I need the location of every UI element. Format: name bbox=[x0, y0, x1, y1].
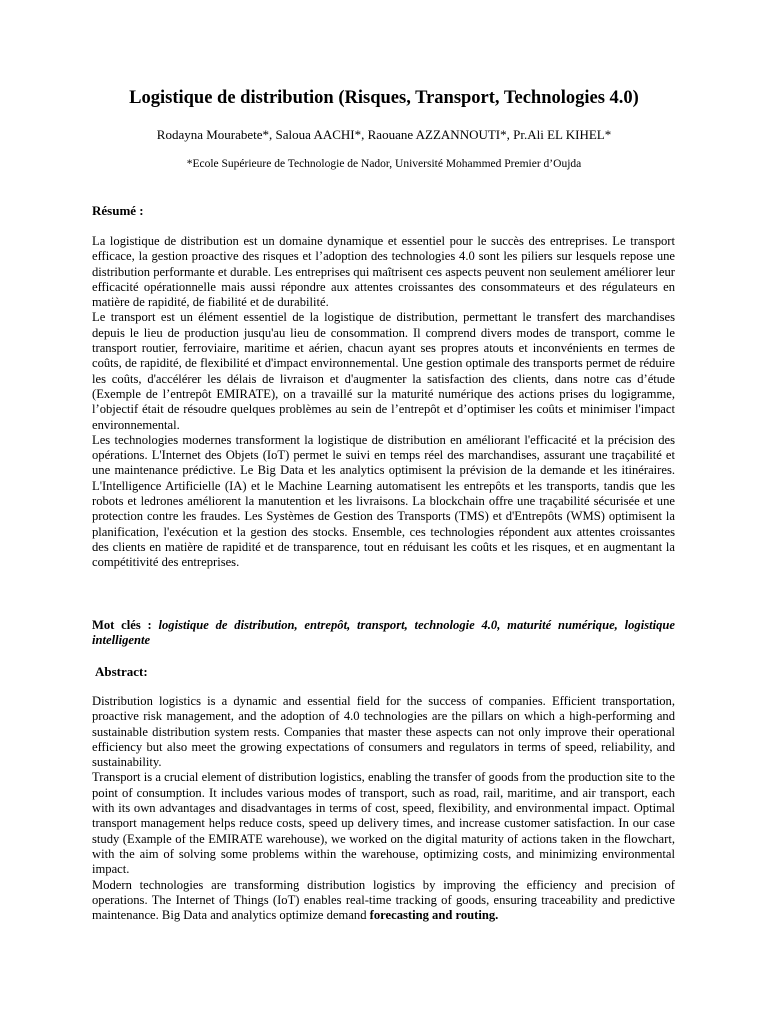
abstract-last-bold: forecasting and routing. bbox=[369, 908, 499, 923]
abstract-heading: Abstract: bbox=[95, 664, 148, 679]
keywords-label: Mot clés : bbox=[92, 618, 159, 632]
keywords-block bbox=[92, 618, 675, 649]
affiliation: *Ecole Supérieure de Technologie de Nador, Université Mohammed Premier d’Oujda bbox=[186, 158, 582, 170]
resume-paragraph: Les technologies modernes transforment la logistique de distribution en améliorant l'efficacité et la précision des opérations. L'Internet des Objets (IoT) permet le suivi en temps réel des marchandises, assurant une traçabilité et une maintenance prédictive. Le Big Data et les analytics optimisent la prévision de la demande et les itinéraires. L'Intelligence Artificielle (IA) et le Machine Learning automatisent les entrepôts et les transports, tandis que les robots et ledrones améliorent la manutention et les livraisons. La blockchain offre une traçabilité sécurisée et une protection contre les fraudes. Les Systèmes de Gestion des Transports (TMS) et d'Entrepôts (WMS) optimisent la planification, l'exécution et la gestion des stocks. Ensemble, ces technologies répondent aux attentes croissantes des clients en matière de rapidité et de transparence, tout en réduisant les coûts et les risques, et en augmentant la compétitivité des entreprises. bbox=[92, 432, 675, 570]
abstract-last-text: Modern technologies are transforming distribution logistics by improving the efficiency and precision of operations. The Internet of Things (IoT) enables real-time tracking of goods, ensuring traceability and predictive maintenance. Big Data and analytics optimize demand bbox=[92, 877, 675, 923]
abstract-paragraph-last bbox=[92, 878, 675, 924]
resume-paragraph: Le transport est un élément essentiel de la logistique de distribution, permettant le transfert des marchandises depuis le lieu de production jusqu'au lieu de consommation. Il comprend divers modes de transport, comme le transport routier, ferroviaire, maritime et aérien, chacun ayant ses propres atouts et inconvénients en termes de coûts, de rapidité, de flexibilité et d'impact environnemental. Une gestion optimale des transports permet de réduire les coûts, d'accélérer les délais de livraison et d'augmenter la satisfaction des clients, dans notre cas d’étude (Exemple de l’entrepôt EMIRATE), on a travaillé sur la maturité numérique des actions prises du logigramme, l’objectif était de résoudre quelques problèmes au sein de l’entrepôt et d’optimiser les coûts et minimiser l'impact environnemental. bbox=[92, 310, 675, 432]
abstract-body bbox=[92, 694, 675, 923]
resume-paragraph: La logistique de distribution est un domaine dynamique et essentiel pour le succès des entreprises. Le transport efficace, la gestion proactive des risques et l’adoption des technologies 4.0 sont les piliers sur lesquels repose une distribution performante et durable. Les entreprises qui maîtrisent ces aspects peuvent non seulement améliorer leur efficacité opérationnelle mais aussi répondre aux attentes croissantes des consommateurs et des régulateurs en matière de rapidité, de fiabilité et de durabilité. bbox=[92, 234, 675, 310]
resume-body bbox=[92, 234, 675, 571]
author-list: Rodayna Mourabete*, Saloua AACHI*, Raouane AZZANNOUTI*, Pr.Ali EL KIHEL* bbox=[156, 127, 612, 142]
resume-heading: Résumé : bbox=[92, 203, 144, 218]
paper-title: Logistique de distribution (Risques, Transport, Technologies 4.0) bbox=[129, 88, 639, 108]
abstract-paragraph: Transport is a crucial element of distribution logistics, enabling the transfer of goods from the production site to the point of consumption. It includes various modes of transport, such as road, rail, maritime, and air transport, each with its own advantages and disadvantages in terms of cost, speed, flexibility, and environmental impact. Optimal transport management helps reduce costs, speed up delivery times, and increase customer satisfaction. In our case study (Example of the EMIRATE warehouse), we worked on the digital maturity of actions taken in the flowchart, with the aim of solving some problems within the warehouse, optimizing costs, and minimizing environmental impact. bbox=[92, 770, 675, 877]
abstract-paragraph: Distribution logistics is a dynamic and essential field for the success of companies. Efficient transportation, proactive risk management, and the adoption of 4.0 technologies are the pillars on which a high-performing and sustainable distribution system rests. Companies that master these aspects can not only improve their operational efficiency but also meet the growing expectations of consumers and regulators in terms of speed, reliability, and sustainability. bbox=[92, 694, 675, 770]
keywords-text: logistique de distribution, entrepôt, transport, technologie 4.0, maturité numérique, logistique intelligente bbox=[92, 618, 675, 648]
